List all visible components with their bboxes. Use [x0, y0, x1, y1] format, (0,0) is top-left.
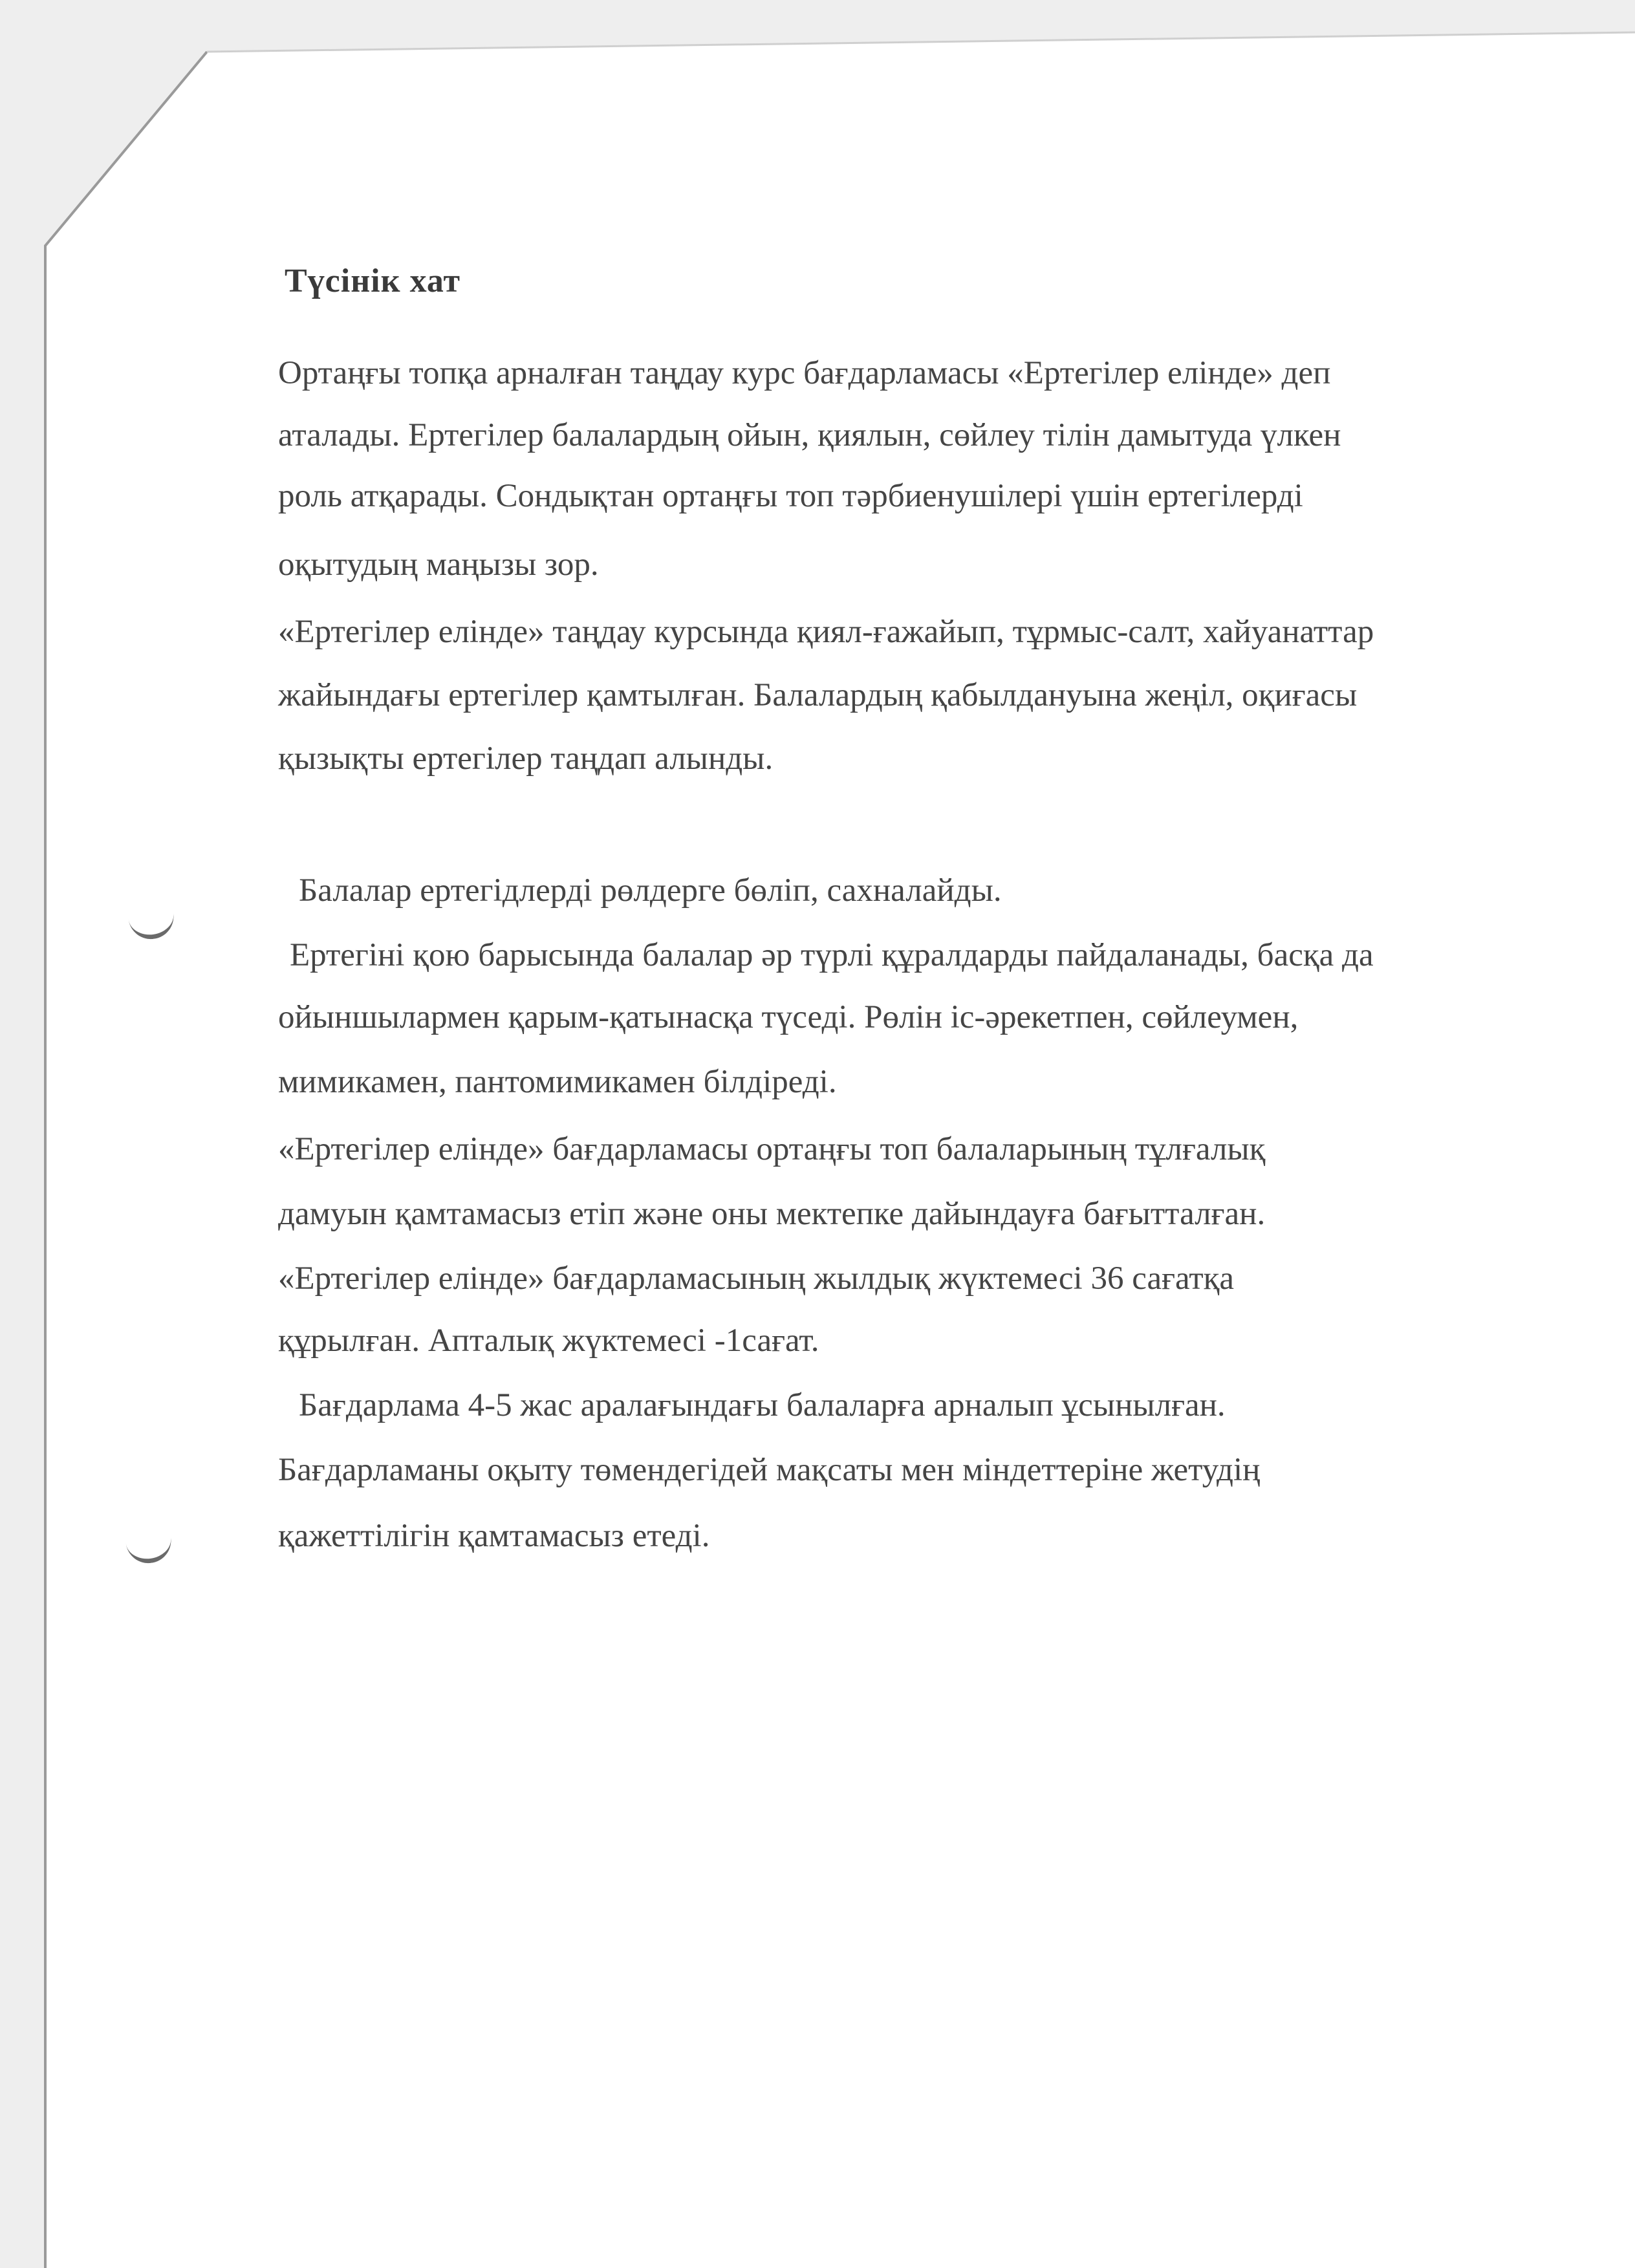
- paragraph-line: Ортаңғы топқа арналған таңдау курс бағдарламасы «Ертегілер елінде» деп: [278, 355, 1331, 391]
- paragraph-line: Ертегіні қою барысында балалар әр түрлі құралдарды пайдаланады, басқа да: [290, 937, 1374, 973]
- paragraph-line: дамуын қамтамасыз етіп және оны мектепке дайындауға бағытталған.: [278, 1196, 1266, 1232]
- paragraph-line: оқытудың маңызы зор.: [278, 546, 599, 583]
- paragraph-line: «Ертегілер елінде» бағдарламасы ортаңғы топ балаларының тұлғалық: [278, 1131, 1266, 1167]
- paragraph-line: ойыншылармен қарым-қатынасқа түседі. Рөлін іс-әрекетпен, сөйлеумен,: [278, 999, 1299, 1035]
- paragraph-line: аталады. Ертегілер балалардың ойын, қиялын, сөйлеу тілін дамытуда үлкен: [278, 417, 1341, 453]
- paragraph-line: Бағдарламаны оқыту төмендегідей мақсаты мен міндеттеріне жетудің: [278, 1452, 1261, 1488]
- paragraph-line: мимикамен, пантомимикамен білдіреді.: [278, 1064, 837, 1100]
- paragraph-line: қызықты ертегілер таңдап алынды.: [278, 740, 774, 777]
- paragraph-line: жайындағы ертегілер қамтылған. Балалардың қабылдануына жеңіл, оқиғасы: [278, 677, 1358, 713]
- paragraph-line: роль атқарады. Сондықтан ортаңғы топ тәрбиенушілері үшін ертегілерді: [278, 478, 1303, 514]
- paragraph-line: құрылған. Апталық жүктемесі -1сағат.: [278, 1323, 819, 1359]
- paragraph-line: қажеттілігін қамтамасыз етеді.: [278, 1518, 710, 1554]
- paragraph-line: Балалар ертегідлерді рөлдерге бөліп, сахналайды.: [299, 872, 1002, 909]
- paragraph-line: «Ертегілер елінде» таңдау курсында қиял-ғажайып, тұрмыс-салт, хайуанаттар: [278, 614, 1374, 650]
- document-title: Түсінік хат: [285, 263, 461, 299]
- paragraph-line: «Ертегілер елінде» бағдарламасының жылдық жүктемесі 36 сағатқа: [278, 1260, 1235, 1297]
- paragraph-line: Бағдарлама 4-5 жас аралағындағы балаларға арналып ұсынылған.: [299, 1387, 1226, 1423]
